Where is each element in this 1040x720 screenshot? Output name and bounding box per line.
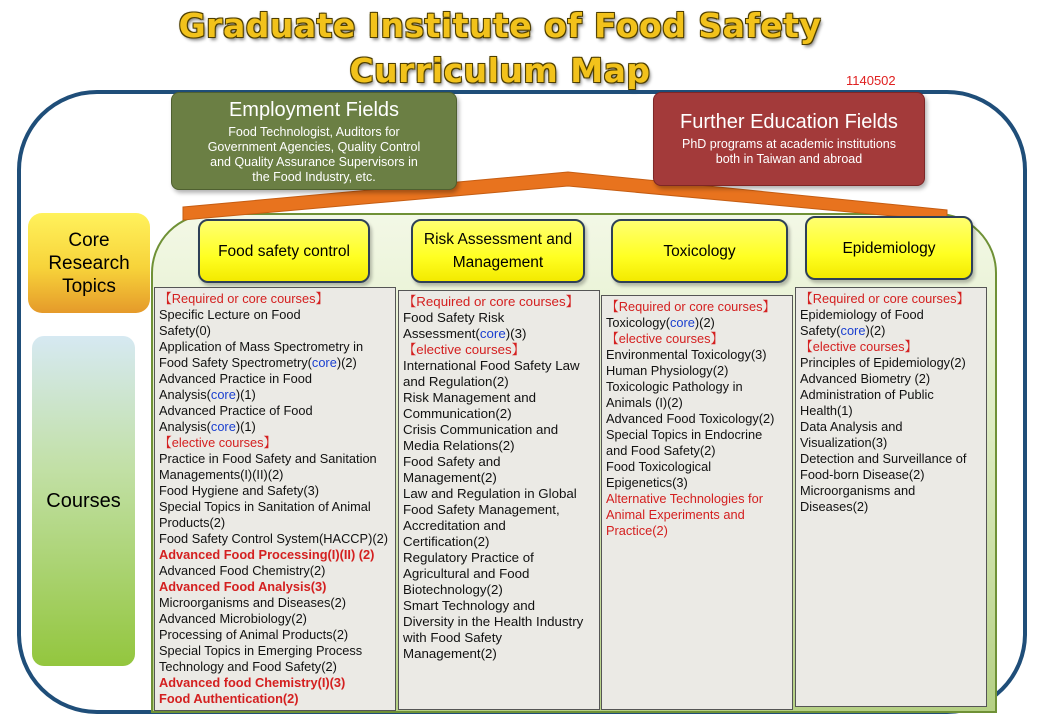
- course-line: [159, 659, 391, 675]
- course-line: [159, 691, 391, 707]
- course-list-risk-assessment: [398, 290, 600, 710]
- course-text: Regulatory Practice of: [403, 550, 534, 565]
- course-line: [800, 387, 982, 403]
- course-line: [800, 307, 982, 323]
- course-section-heading: 【elective courses】: [800, 339, 918, 354]
- course-text: Specific Lecture on Food: [159, 307, 301, 322]
- course-line: [606, 459, 788, 475]
- course-line: [403, 438, 595, 454]
- course-text: Assessment(: [403, 326, 480, 341]
- topic-label: Risk Assessment and Management: [423, 231, 573, 271]
- course-line: [800, 403, 982, 419]
- course-text: Biotechnology(2): [403, 582, 503, 597]
- course-text: Human Physiology(2): [606, 363, 729, 378]
- page-title: Graduate Institute of Food Safety: [178, 6, 822, 45]
- course-text: Animal Experiments and: [606, 507, 745, 522]
- employment-title: Employment Fields: [228, 99, 400, 121]
- course-line: [606, 379, 788, 395]
- course-text: Food-born Disease(2): [800, 467, 925, 482]
- course-line: [159, 483, 391, 499]
- course-text: Food Safety Risk: [403, 310, 505, 325]
- course-text: )(1): [235, 419, 256, 434]
- course-line: [159, 643, 391, 659]
- course-text: Smart Technology and: [403, 598, 536, 613]
- course-text: Special Topics in Sanitation of Animal: [159, 499, 371, 514]
- core-label-line: Core: [68, 229, 110, 251]
- course-line: [606, 491, 788, 507]
- course-line: [403, 326, 595, 342]
- further-education-desc-line: both in Taiwan and abroad: [715, 152, 863, 166]
- course-text: Advanced food Chemistry(I)(3): [159, 675, 346, 690]
- course-line: [800, 339, 982, 355]
- course-text: Microorganisms and: [800, 483, 916, 498]
- course-text: Food Hygiene and Safety(3): [159, 483, 320, 498]
- further-education-desc: [664, 137, 914, 167]
- courses-label-text: Courses: [46, 489, 121, 512]
- course-text: Media Relations(2): [403, 438, 515, 453]
- course-line: [403, 358, 595, 374]
- course-text: Accreditation and: [403, 518, 506, 533]
- course-text: Special Topics in Emerging Process: [159, 643, 363, 658]
- core-tag: core: [210, 387, 236, 402]
- course-text: Toxicologic Pathology in: [606, 379, 743, 394]
- course-line: [159, 499, 391, 515]
- course-line: [159, 595, 391, 611]
- course-text: Managements(I)(II)(2): [159, 467, 284, 482]
- course-line: [159, 403, 391, 419]
- further-education-title: Further Education Fields: [680, 111, 898, 133]
- course-text: Products(2): [159, 515, 226, 530]
- core-tag: core: [210, 419, 236, 434]
- course-section-heading: 【elective courses】: [159, 435, 277, 450]
- course-line: [403, 486, 595, 502]
- course-text: Detection and Surveillance of: [800, 451, 967, 466]
- course-line: [159, 563, 391, 579]
- employment-desc-line: and Quality Assurance Supervisors in: [210, 155, 418, 169]
- course-text: Safety(0): [159, 323, 211, 338]
- course-text: Food Safety and: [403, 454, 501, 469]
- course-text: Processing of Animal Products(2): [159, 627, 349, 642]
- course-text: Epidemiology of Food: [800, 307, 924, 322]
- core-label-line: Topics: [62, 275, 116, 297]
- course-line: [403, 566, 595, 582]
- course-text: Management(2): [403, 470, 497, 485]
- course-text: Advanced Microbiology(2): [159, 611, 307, 626]
- course-line: [159, 531, 391, 547]
- course-line: [800, 291, 982, 307]
- course-text: and Food Safety(2): [606, 443, 716, 458]
- core-label-line: Research: [48, 252, 130, 274]
- course-line: [159, 291, 391, 307]
- courses-label: [32, 336, 135, 666]
- course-line: [159, 611, 391, 627]
- course-section-heading: 【elective courses】: [606, 331, 724, 346]
- course-line: [403, 582, 595, 598]
- course-line: [800, 371, 982, 387]
- course-text: Microorganisms and Diseases(2): [159, 595, 347, 610]
- course-text: Food Safety Spectrometry(: [159, 355, 312, 370]
- topic-food-safety-control: [198, 219, 370, 283]
- course-line: [159, 387, 391, 403]
- page-subtitle: Curriculum Map: [349, 51, 651, 90]
- course-line: [403, 374, 595, 390]
- topic-risk-assessment: [411, 219, 585, 283]
- course-line: [159, 307, 391, 323]
- course-section-heading: 【Required or core courses】: [606, 299, 776, 314]
- course-text: Agricultural and Food: [403, 566, 530, 581]
- course-line: [800, 323, 982, 339]
- course-line: [403, 502, 595, 518]
- course-text: Practice in Food Safety and Sanitation: [159, 451, 377, 466]
- course-text: Epigenetics(3): [606, 475, 688, 490]
- core-tag: core: [670, 315, 695, 330]
- course-text: and Regulation(2): [403, 374, 509, 389]
- core-tag: core: [840, 323, 866, 338]
- course-text: Analysis(: [159, 387, 211, 402]
- course-text: Special Topics in Endocrine: [606, 427, 763, 442]
- course-section-heading: 【elective courses】: [403, 342, 525, 357]
- course-line: [403, 518, 595, 534]
- course-text: Advanced Food Toxicology(2): [606, 411, 775, 426]
- course-line: [606, 443, 788, 459]
- course-line: [159, 451, 391, 467]
- course-text: Food Authentication(2): [159, 691, 299, 706]
- course-line: [606, 523, 788, 539]
- course-text: Advanced Food Analysis(3): [159, 579, 327, 594]
- topic-label: Epidemiology: [842, 239, 936, 257]
- course-text: Food Safety Control System(HACCP)(2): [159, 531, 388, 546]
- topic-label: Food safety control: [218, 242, 350, 260]
- course-text: International Food Safety Law: [403, 358, 580, 373]
- course-text: Principles of Epidemiology(2): [800, 355, 966, 370]
- employment-desc-line: Food Technologist, Auditors for: [228, 125, 400, 139]
- course-section-heading: 【Required or core courses】: [159, 291, 329, 306]
- course-text: Advanced Food Processing(I)(II) (2): [159, 547, 375, 562]
- course-text: Data Analysis and: [800, 419, 903, 434]
- employment-desc: [182, 125, 446, 185]
- course-line: [403, 614, 595, 630]
- course-line: [606, 395, 788, 411]
- course-text: )(2): [336, 355, 357, 370]
- course-line: [606, 507, 788, 523]
- course-text: )(2): [694, 315, 715, 330]
- course-line: [159, 675, 391, 691]
- course-line: [800, 435, 982, 451]
- course-text: Safety(: [800, 323, 841, 338]
- course-text: Toxicology(: [606, 315, 671, 330]
- course-text: )(2): [865, 323, 886, 338]
- core-tag: core: [479, 326, 506, 341]
- topic-label: Toxicology: [663, 242, 736, 260]
- version-code: 1140502: [846, 73, 896, 88]
- course-line: [606, 475, 788, 491]
- course-text: Certification(2): [403, 534, 490, 549]
- course-line: [606, 363, 788, 379]
- course-line: [403, 470, 595, 486]
- course-line: [606, 347, 788, 363]
- course-text: )(3): [505, 326, 527, 341]
- course-line: [800, 499, 982, 515]
- course-text: )(1): [235, 387, 256, 402]
- course-line: [403, 294, 595, 310]
- employment-desc-line: the Food Industry, etc.: [252, 170, 376, 184]
- course-line: [403, 390, 595, 406]
- course-line: [403, 310, 595, 326]
- course-text: Advanced Food Chemistry(2): [159, 563, 326, 578]
- course-section-heading: 【Required or core courses】: [403, 294, 579, 309]
- course-text: Health(1): [800, 403, 853, 418]
- course-line: [800, 483, 982, 499]
- course-line: [403, 342, 595, 358]
- course-text: Diseases(2): [800, 499, 869, 514]
- course-text: Visualization(3): [800, 435, 888, 450]
- course-text: Application of Mass Spectrometry in: [159, 339, 364, 354]
- course-line: [606, 427, 788, 443]
- course-line: [403, 598, 595, 614]
- course-text: with Food Safety: [403, 630, 503, 645]
- course-line: [403, 646, 595, 662]
- core-tag: core: [311, 355, 337, 370]
- course-line: [403, 406, 595, 422]
- course-text: Technology and Food Safety(2): [159, 659, 337, 674]
- course-text: Analysis(: [159, 419, 211, 434]
- course-text: Practice(2): [606, 523, 668, 538]
- course-list-toxicology: [601, 295, 793, 710]
- course-text: Food Toxicological: [606, 459, 712, 474]
- course-line: [159, 435, 391, 451]
- course-text: Food Safety Management,: [403, 502, 560, 517]
- course-list-food-safety-control: [154, 287, 396, 711]
- course-line: [800, 451, 982, 467]
- course-text: Advanced Biometry (2): [800, 371, 931, 386]
- course-line: [159, 355, 391, 371]
- course-line: [606, 299, 788, 315]
- course-line: [159, 467, 391, 483]
- employment-fields-box: [171, 92, 457, 190]
- course-line: [159, 579, 391, 595]
- course-line: [606, 411, 788, 427]
- further-education-desc-line: PhD programs at academic institutions: [682, 137, 896, 151]
- course-line: [606, 315, 788, 331]
- course-list-epidemiology: [795, 287, 987, 707]
- course-line: [159, 323, 391, 339]
- topic-toxicology: [611, 219, 788, 283]
- course-line: [159, 371, 391, 387]
- course-text: Environmental Toxicology(3): [606, 347, 767, 362]
- course-line: [159, 339, 391, 355]
- course-line: [159, 515, 391, 531]
- core-research-topics-label: [28, 213, 150, 313]
- course-line: [800, 355, 982, 371]
- course-line: [403, 534, 595, 550]
- course-text: Communication(2): [403, 406, 512, 421]
- course-text: Administration of Public: [800, 387, 934, 402]
- course-text: Animals (I)(2): [606, 395, 683, 410]
- course-line: [159, 547, 391, 563]
- course-text: Crisis Communication and: [403, 422, 559, 437]
- course-text: Risk Management and: [403, 390, 537, 405]
- course-line: [403, 630, 595, 646]
- course-text: Advanced Practice of Food: [159, 403, 313, 418]
- course-text: Management(2): [403, 646, 497, 661]
- course-line: [403, 454, 595, 470]
- course-text: Advanced Practice in Food: [159, 371, 312, 386]
- topic-epidemiology: [805, 216, 973, 280]
- course-text: Law and Regulation in Global: [403, 486, 577, 501]
- course-line: [800, 467, 982, 483]
- course-line: [403, 422, 595, 438]
- course-text: Alternative Technologies for: [606, 491, 763, 506]
- course-line: [159, 419, 391, 435]
- course-line: [403, 550, 595, 566]
- course-line: [800, 419, 982, 435]
- course-line: [159, 627, 391, 643]
- course-section-heading: 【Required or core courses】: [800, 291, 970, 306]
- employment-desc-line: Government Agencies, Quality Control: [207, 140, 421, 154]
- course-line: [606, 331, 788, 347]
- course-text: Diversity in the Health Industry: [403, 614, 584, 629]
- further-education-box: [653, 92, 925, 186]
